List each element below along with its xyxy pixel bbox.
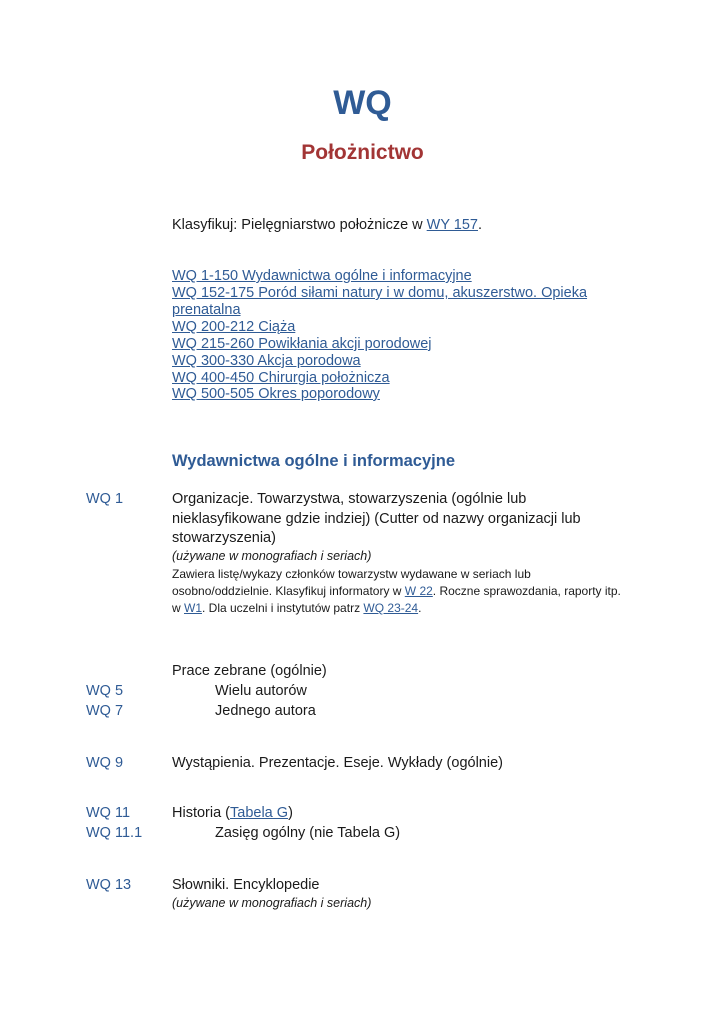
toc-link[interactable]: WQ 152-175 Poród siłami natury i w domu, akuszerstwo. Opieka [172, 285, 588, 301]
classify-suffix: . [478, 217, 483, 233]
toc-link[interactable]: WQ 300-330 Akcja porodowa [172, 353, 361, 369]
usage-note: (używane w monografiach i seriach) [172, 896, 372, 910]
section-heading: Wydawnictwa ogólne i informacyjne [172, 452, 455, 470]
entry-description-line: Zawiera listę/wykazy członków towarzystw wydawane w seriach lub [172, 567, 531, 581]
classify-link[interactable]: WY 157 [426, 217, 478, 233]
desc-text: . Roczne sprawozdania, raporty itp. [432, 584, 621, 598]
class-code: WQ 7 [86, 703, 124, 719]
classify-note [172, 217, 482, 233]
page-title: WQ [333, 84, 392, 122]
toc-link[interactable]: WQ 215-260 Powikłania akcji porodowej [172, 336, 432, 352]
entry-text: Jednego autora [215, 703, 316, 719]
entry-text-part: ) [288, 805, 293, 821]
entry-text-line: stowarzyszenia) [172, 530, 276, 546]
desc-text: osobno/oddzielnie. Klasyfikuj informatory w [172, 584, 405, 598]
toc-link[interactable]: WQ 500-505 Okres poporodowy [172, 386, 380, 402]
entry-text: Wielu autorów [215, 683, 307, 699]
toc-link[interactable]: WQ 200-212 Ciąża [172, 319, 296, 335]
toc-link[interactable]: prenatalna [172, 302, 241, 318]
entry-text-line: nieklasyfikowane gdzie indziej) (Cutter od nazwy organizacji lub [172, 511, 581, 527]
entry-text-line: Organizacje. Towarzystwa, stowarzyszenia (ogólnie lub [172, 491, 527, 507]
entry-text [172, 805, 293, 821]
class-code: WQ 11 [86, 805, 131, 821]
class-code: WQ 9 [86, 755, 124, 771]
entry-description-line [172, 601, 421, 615]
usage-note: (używane w monografiach i seriach) [172, 549, 372, 563]
class-code: WQ 1 [86, 491, 124, 507]
classify-text: Klasyfikuj: Pielęgniarstwo położnicze w [172, 217, 427, 233]
entry-text: Zasięg ogólny (nie Tabela G) [215, 825, 401, 841]
entry-description-line [172, 584, 621, 598]
cross-ref-link[interactable]: W1 [184, 601, 202, 615]
entry-text: Słowniki. Encyklopedie [172, 877, 320, 893]
desc-text: w [172, 601, 184, 615]
toc-link[interactable]: WQ 1-150 Wydawnictwa ogólne i informacyjne [172, 268, 472, 284]
class-code: WQ 5 [86, 683, 124, 699]
cross-ref-link[interactable]: WQ 23-24 [363, 601, 419, 615]
entry-text: Wystąpienia. Prezentacje. Eseje. Wykłady (ogólnie) [172, 755, 503, 771]
entry-text-part: Historia ( [172, 805, 231, 821]
toc-link[interactable]: WQ 400-450 Chirurgia położnicza [172, 370, 390, 386]
desc-text: . [418, 601, 422, 615]
entry-heading: Prace zebrane (ogólnie) [172, 663, 327, 679]
class-code: WQ 11.1 [86, 825, 143, 841]
page-subtitle: Położnictwo [301, 141, 424, 164]
desc-text: . Dla uczelni i instytutów patrz [202, 601, 364, 615]
table-g-link[interactable]: Tabela G [230, 805, 289, 821]
class-code: WQ 13 [86, 877, 132, 893]
cross-ref-link[interactable]: W 22 [404, 584, 433, 598]
